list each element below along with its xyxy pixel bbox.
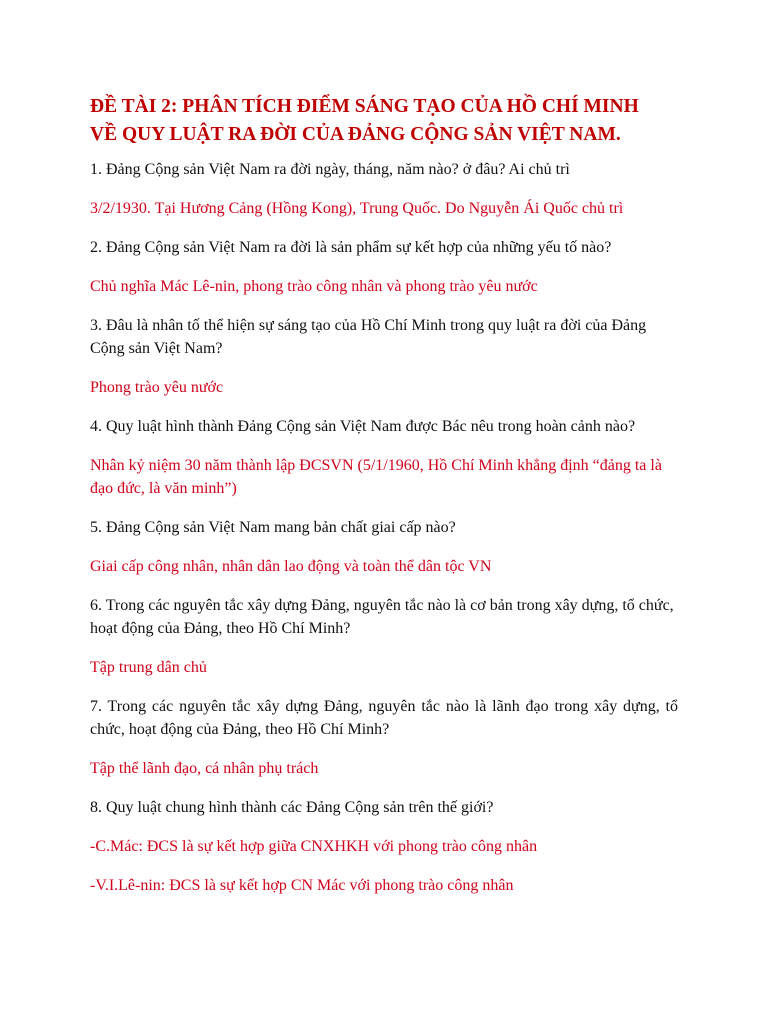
qa-item-5 xyxy=(90,516,678,578)
question-4: 4. Quy luật hình thành Đảng Cộng sản Việt Nam được Bác nêu trong hoàn cảnh nào? xyxy=(90,418,636,435)
question-5: 5. Đảng Cộng sản Việt Nam mang bản chất giai cấp nào? xyxy=(90,519,456,536)
qa-item-8 xyxy=(90,796,678,897)
question-1: 1. Đảng Cộng sản Việt Nam ra đời ngày, tháng, năm nào? ở đâu? Ai chủ trì xyxy=(90,161,570,178)
question-2: 2. Đảng Cộng sản Việt Nam ra đời là sản phẩm sự kết hợp của những yếu tố nào? xyxy=(90,239,612,256)
qa-item-1 xyxy=(90,158,678,220)
answer-7: Tập thể lãnh đạo, cá nhân phụ trách xyxy=(90,760,319,777)
answer-8-lenin: -V.I.Lê-nin: ĐCS là sự kết hợp CN Mác với phong trào công nhân xyxy=(90,877,514,894)
answer-1: 3/2/1930. Tại Hương Cảng (Hồng Kong), Trung Quốc. Do Nguyễn Ái Quốc chủ trì xyxy=(90,200,624,217)
answer-4: Nhân kỷ niệm 30 năm thành lập ĐCSVN (5/1/1960, Hồ Chí Minh khẳng định “đảng ta là đạo đức, là văn minh”) xyxy=(90,457,662,497)
answer-6: Tập trung dân chủ xyxy=(90,659,207,676)
question-3: 3. Đâu là nhân tố thể hiện sự sáng tạo của Hồ Chí Minh trong quy luật ra đời của Đảng Cộng sản Việt Nam? xyxy=(90,317,647,357)
answer-3: Phong trào yêu nước xyxy=(90,379,224,396)
answer-8-marx: -C.Mác: ĐCS là sự kết hợp giữa CNXHKH với phong trào công nhân xyxy=(90,838,538,855)
question-6: 6. Trong các nguyên tắc xây dựng Đảng, nguyên tắc nào là cơ bản trong xây dựng, tổ chức, hoạt động của Đảng, theo Hồ Chí Minh? xyxy=(90,597,674,637)
qa-item-3 xyxy=(90,314,678,399)
question-8: 8. Quy luật chung hình thành các Đảng Cộng sản trên thế giới? xyxy=(90,799,494,816)
document-title: ĐỀ TÀI 2: PHÂN TÍCH ĐIỂM SÁNG TẠO CỦA HỒ CHÍ MINH VỀ QUY LUẬT RA ĐỜI CỦA ĐẢNG CỘNG SẢN VIỆT NAM. xyxy=(90,96,639,145)
qa-item-6 xyxy=(90,594,678,679)
question-7: 7. Trong các nguyên tắc xây dựng Đảng, nguyên tắc nào là lãnh đạo trong xây dựng, tổ chức, hoạt động của Đảng, theo Hồ Chí Minh? xyxy=(90,698,678,738)
qa-item-2 xyxy=(90,236,678,298)
qa-item-4 xyxy=(90,415,678,500)
answer-5: Giai cấp công nhân, nhân dân lao động và toàn thể dân tộc VN xyxy=(90,558,492,575)
qa-item-7 xyxy=(90,695,678,780)
answer-2: Chủ nghĩa Mác Lê-nin, phong trào công nhân và phong trào yêu nước xyxy=(90,278,538,295)
